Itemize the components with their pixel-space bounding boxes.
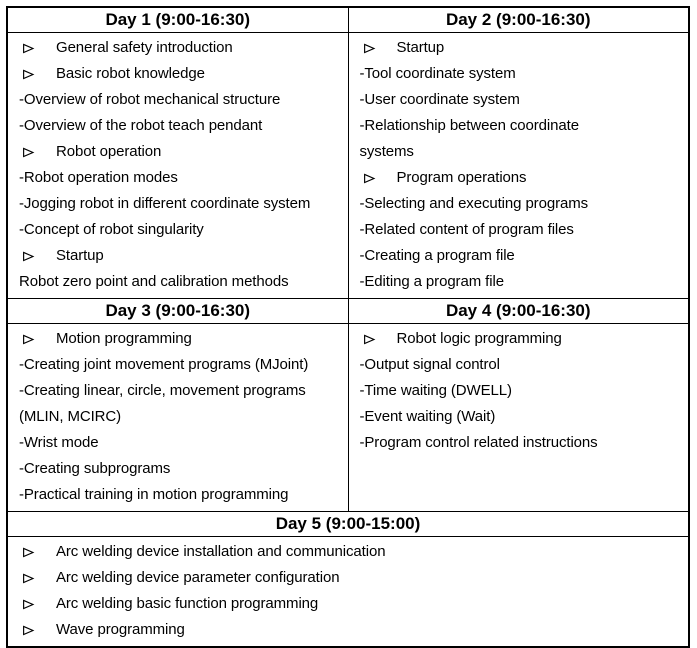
schedule-line <box>360 35 687 61</box>
schedule-line <box>360 87 687 113</box>
schedule-line <box>19 326 346 352</box>
schedule-line-text: -Program control related instructions <box>359 434 598 451</box>
schedule-line <box>360 326 687 352</box>
arrow-bullet-icon <box>363 333 376 346</box>
content-row-day-1-2 <box>7 33 689 299</box>
schedule-line-text: -Robot operation modes <box>19 169 178 186</box>
schedule-line <box>360 430 687 456</box>
schedule-line-text: Arc welding basic function programming <box>56 595 319 612</box>
schedule-line <box>19 61 346 87</box>
schedule-line <box>19 482 346 508</box>
content-row-day-5 <box>7 537 689 648</box>
schedule-line-text: -Overview of the robot teach pendant <box>19 117 263 134</box>
schedule-line-text: -Output signal control <box>359 356 500 373</box>
schedule-line <box>19 113 346 139</box>
day-5-content <box>7 537 689 648</box>
schedule-line <box>19 352 346 378</box>
schedule-line-text: -Practical training in motion programming <box>19 486 289 503</box>
schedule-line-text: -Creating a program file <box>359 247 515 264</box>
schedule-line <box>19 191 346 217</box>
schedule-line-text: -Jogging robot in different coordinate system <box>19 195 311 212</box>
schedule-line-text: -Concept of robot singularity <box>19 221 204 238</box>
schedule-line <box>360 378 687 404</box>
arrow-bullet-icon <box>363 42 376 55</box>
day-1-header: Day 1 (9:00-16:30) <box>7 7 348 33</box>
schedule-line <box>19 35 346 61</box>
schedule-line <box>19 165 346 191</box>
schedule-line-text: Motion programming <box>56 330 192 347</box>
schedule-line-text: -Editing a program file <box>359 273 504 290</box>
schedule-line-text: -Creating joint movement programs (MJoint) <box>19 356 309 373</box>
schedule-line-text: -Selecting and executing programs <box>359 195 588 212</box>
schedule-line-text: -User coordinate system <box>359 91 520 108</box>
schedule-line <box>19 243 346 269</box>
arrow-bullet-icon <box>22 68 35 81</box>
schedule-line-text: Wave programming <box>56 621 185 638</box>
schedule-line <box>19 617 686 643</box>
arrow-bullet-icon <box>22 146 35 159</box>
schedule-line <box>360 269 687 295</box>
schedule-line <box>360 217 687 243</box>
schedule-line <box>360 61 687 87</box>
schedule-line <box>360 165 687 191</box>
schedule-line <box>360 352 687 378</box>
schedule-line <box>360 139 687 165</box>
header-row-day-5 <box>7 512 689 537</box>
training-schedule-table <box>6 6 690 648</box>
day-2-content <box>348 33 689 299</box>
schedule-line <box>19 269 346 295</box>
schedule-line-text: -Creating linear, circle, movement programs <box>19 382 306 399</box>
day-3-content <box>7 324 348 512</box>
day-1-content <box>7 33 348 299</box>
arrow-bullet-icon <box>22 598 35 611</box>
arrow-bullet-icon <box>22 546 35 559</box>
schedule-line <box>19 378 346 404</box>
schedule-line-text: Arc welding device parameter configuration <box>56 569 340 586</box>
schedule-line <box>19 565 686 591</box>
schedule-line <box>19 539 686 565</box>
schedule-line <box>360 113 687 139</box>
arrow-bullet-icon <box>22 624 35 637</box>
schedule-line-text: -Related content of program files <box>359 221 574 238</box>
day-2-header: Day 2 (9:00-16:30) <box>348 7 689 33</box>
schedule-line-text: Robot logic programming <box>396 330 562 347</box>
schedule-line <box>19 456 346 482</box>
schedule-line <box>19 591 686 617</box>
schedule-line <box>360 243 687 269</box>
day-5-header: Day 5 (9:00-15:00) <box>7 512 689 537</box>
arrow-bullet-icon <box>22 333 35 346</box>
header-row-day-1-2 <box>7 7 689 33</box>
schedule-line-text: systems <box>359 143 414 160</box>
schedule-line <box>19 87 346 113</box>
arrow-bullet-icon <box>22 42 35 55</box>
schedule-line-text: -Event waiting (Wait) <box>359 408 496 425</box>
schedule-line <box>19 217 346 243</box>
schedule-line-text: -Tool coordinate system <box>359 65 516 82</box>
schedule-line <box>19 430 346 456</box>
content-row-day-3-4 <box>7 324 689 512</box>
schedule-line-text: Program operations <box>396 169 527 186</box>
schedule-line-text: -Wrist mode <box>19 434 99 451</box>
header-row-day-3-4 <box>7 299 689 324</box>
schedule-line <box>19 139 346 165</box>
schedule-line-text: -Overview of robot mechanical structure <box>19 91 281 108</box>
schedule-line <box>360 191 687 217</box>
schedule-line-text: -Relationship between coordinate <box>359 117 579 134</box>
schedule-line <box>360 404 687 430</box>
schedule-line-text: Arc welding device installation and communication <box>56 543 386 560</box>
arrow-bullet-icon <box>363 172 376 185</box>
schedule-line-text: (MLIN, MCIRC) <box>19 408 122 425</box>
schedule-line-text: -Time waiting (DWELL) <box>359 382 512 399</box>
schedule-line <box>19 404 346 430</box>
schedule-line-text: Startup <box>396 39 445 56</box>
arrow-bullet-icon <box>22 572 35 585</box>
schedule-line-text: General safety introduction <box>56 39 233 56</box>
schedule-line-text: Robot zero point and calibration methods <box>19 273 289 290</box>
schedule-line-text: Robot operation <box>56 143 162 160</box>
schedule-line-text: Startup <box>56 247 104 264</box>
day-4-header: Day 4 (9:00-16:30) <box>348 299 689 324</box>
schedule-line-text: -Creating subprograms <box>19 460 171 477</box>
arrow-bullet-icon <box>22 250 35 263</box>
day-3-header: Day 3 (9:00-16:30) <box>7 299 348 324</box>
schedule-line-text: Basic robot knowledge <box>56 65 205 82</box>
day-4-content <box>348 324 689 512</box>
